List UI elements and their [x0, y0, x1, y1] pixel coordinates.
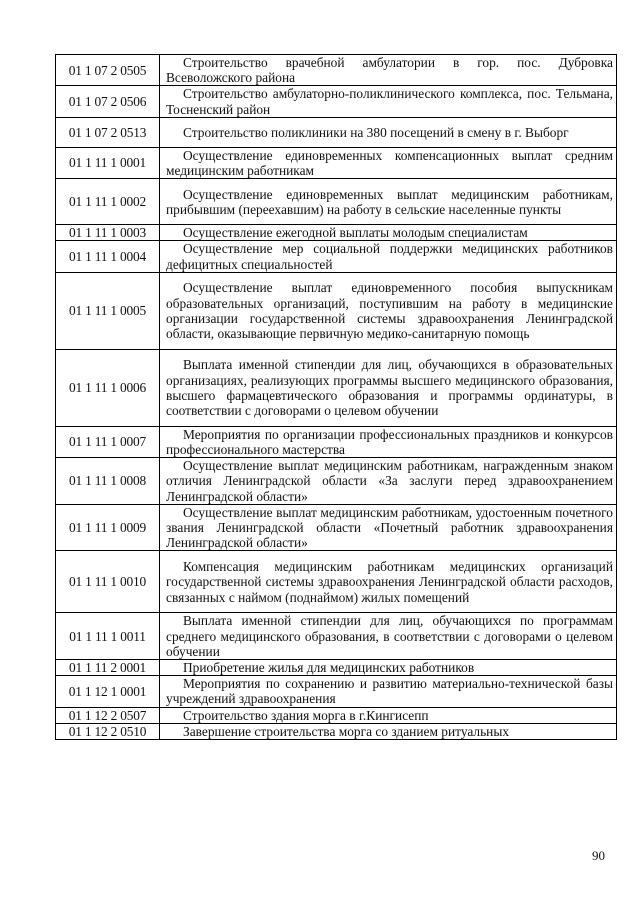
- row-code: 01 1 11 1 0005: [56, 272, 160, 349]
- row-description: Осуществление выплат единовременного пособия выпускникам образовательных организаций, поступившим на работу в медицинские организации государственной системы здравоохранения Ленинградской области, оказывающие первичную медико-санитарную помощь: [160, 272, 617, 349]
- row-code: 01 1 11 1 0002: [56, 179, 160, 225]
- table-row: [56, 707, 617, 723]
- page-number: 90: [592, 848, 605, 863]
- row-description: Выплата именной стипендии для лиц, обучающихся в образовательных организациях, реализующих программы высшего медицинского образования, высшего фармацевтического образования и программы ординатуры, в соответствии с договорами о целевом обучении: [160, 349, 617, 426]
- row-description: Приобретение жилья для медицинских работников: [160, 660, 617, 676]
- table-row: [56, 504, 617, 551]
- table-row: [56, 426, 617, 457]
- table-row: [56, 458, 617, 505]
- row-code: 01 1 11 1 0006: [56, 349, 160, 426]
- row-description: Осуществление выплат медицинским работникам, награжденным знаком отличия Ленинградской области «За заслуги перед здравоохранением Ленинградской области»: [160, 458, 617, 505]
- row-description: Завершение строительства морга со зданием ритуальных: [160, 723, 617, 739]
- table-row: [56, 86, 617, 117]
- row-code: 01 1 12 2 0510: [56, 723, 160, 739]
- row-code: 01 1 11 2 0001: [56, 660, 160, 676]
- table-row: [56, 55, 617, 86]
- row-description: Осуществление мер социальной поддержки медицинских работников дефицитных специальностей: [160, 241, 617, 272]
- table-row: [56, 147, 617, 178]
- table-row: [56, 117, 617, 147]
- row-code: 01 1 12 2 0507: [56, 707, 160, 723]
- row-description: Осуществление ежегодной выплаты молодым специалистам: [160, 225, 617, 241]
- row-description: Мероприятия по сохранению и развитию материально-технической базы учреждений здравоохранения: [160, 676, 617, 707]
- table-row: [56, 241, 617, 272]
- row-description: Компенсация медицинским работникам медицинских организаций государственной системы здравоохранения Ленинградской области расходов, связанных с наймом (поднаймом) жилых помещений: [160, 551, 617, 613]
- row-description: Строительство поликлиники на 380 посещений в смену в г. Выборг: [160, 117, 617, 147]
- row-code: 01 1 11 1 0008: [56, 458, 160, 505]
- row-description: Строительство здания морга в г.Кингисепп: [160, 707, 617, 723]
- table-row: [56, 551, 617, 613]
- row-code: 01 1 11 1 0007: [56, 426, 160, 457]
- row-description: Выплата именной стипендии для лиц, обучающихся по программам среднего медицинского образования, в соответствии с договорами о целевом обучении: [160, 613, 617, 660]
- row-code: 01 1 07 2 0505: [56, 55, 160, 86]
- row-code: 01 1 11 1 0011: [56, 613, 160, 660]
- row-code: 01 1 12 1 0001: [56, 676, 160, 707]
- row-code: 01 1 11 1 0004: [56, 241, 160, 272]
- table-row: [56, 272, 617, 349]
- table-row: [56, 723, 617, 739]
- table-row: [56, 660, 617, 676]
- row-code: 01 1 11 1 0001: [56, 147, 160, 178]
- row-description: Мероприятия по организации профессиональных праздников и конкурсов профессионального мастерства: [160, 426, 617, 457]
- row-description: Осуществление выплат медицинским работникам, удостоенным почетного звания Ленинградской области «Почетный работник здравоохранения Ленинградской области»: [160, 504, 617, 551]
- table-row: [56, 349, 617, 426]
- table-row: [56, 225, 617, 241]
- table-row: [56, 179, 617, 225]
- row-description: Строительство амбулаторно-поликлинического комплекса, пос. Тельмана, Тосненский район: [160, 86, 617, 117]
- row-description: Осуществление единовременных компенсационных выплат средним медицинским работникам: [160, 147, 617, 178]
- row-code: 01 1 07 2 0513: [56, 117, 160, 147]
- row-code: 01 1 11 1 0003: [56, 225, 160, 241]
- row-description: Осуществление единовременных выплат медицинским работникам, прибывшим (переехавшим) на работу в сельские населенные пункты: [160, 179, 617, 225]
- row-code: 01 1 07 2 0506: [56, 86, 160, 117]
- row-code: 01 1 11 1 0009: [56, 504, 160, 551]
- row-code: 01 1 11 1 0010: [56, 551, 160, 613]
- table-row: [56, 676, 617, 707]
- row-description: Строительство врачебной амбулатории в гор. пос. Дубровка Всеволожского района: [160, 55, 617, 86]
- budget-code-table: [55, 54, 617, 740]
- table-row: [56, 613, 617, 660]
